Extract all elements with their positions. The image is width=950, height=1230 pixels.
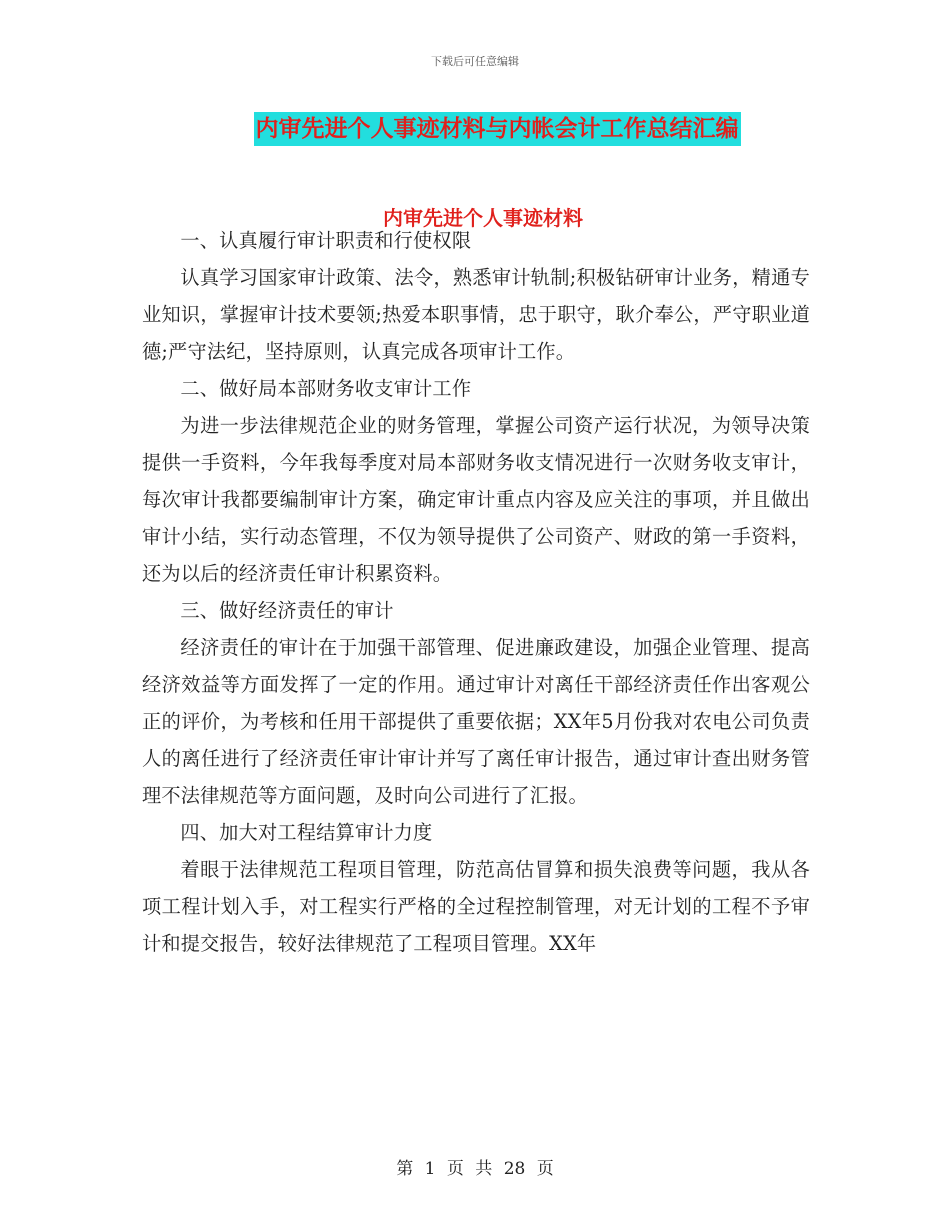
paragraph: 认真学习国家审计政策、法令，熟悉审计轨制;积极钻研审计业务，精通专业知识，掌握审计技术要领;热爱本职事情，忠于职守，耿介奉公，严守职业道德;严守法纪，坚持原则，认真完成各项审计工作。 <box>142 266 810 363</box>
document-title: 内审先进个人事迹材料与内帐会计工作总结汇编 <box>254 112 741 146</box>
paragraph-heading-1: 一、认真履行审计职责和行使权限 <box>180 229 472 252</box>
document-body <box>142 222 810 962</box>
paragraph: 经济责任的审计在于加强干部管理、促进廉政建设，加强企业管理、提高经济效益等方面发挥了一定的作用。通过审计对离任干部经济责任作出客观公正的评价，为考核和任用干部提供了重要依据；XX年5月份我对农电公司负责人的离任进行了经济责任审计审计并写了离任审计报告，通过审计查出财务管理不法律规范等方面问题，及时向公司进行了汇报。 <box>142 636 810 807</box>
paragraph: 为进一步法律规范企业的财务管理，掌握公司资产运行状况，为领导决策提供一手资料，今年我每季度对局本部财务收支情况进行一次财务收支审计，每次审计我都要编制审计方案，确定审计重点内容及应关注的事项，并且做出审计小结，实行动态管理，不仅为领导提供了公司资产、财政的第一手资料，还为以后的经济责任审计积累资料。 <box>142 414 810 585</box>
page-number-footer: 第 1 页 共 28 页 <box>396 1159 554 1179</box>
paragraph-heading-3: 三、做好经济责任的审计 <box>180 599 394 622</box>
section-title: 内审先进个人事迹材料 <box>383 206 583 230</box>
paragraph-heading-4: 四、加大对工程结算审计力度 <box>180 821 433 844</box>
paragraph: 着眼于法律规范工程项目管理，防范高估冒算和损失浪费等问题，我从各项工程计划入手，对工程实行严格的全过程控制管理，对无计划的工程不予审计和提交报告，较好法律规范了工程项目管理。XX年 <box>142 858 810 955</box>
paragraph-heading-2: 二、做好局本部财务收支审计工作 <box>180 377 472 400</box>
document-title-container <box>0 112 950 146</box>
header-note: 下载后可任意编辑 <box>431 55 519 68</box>
